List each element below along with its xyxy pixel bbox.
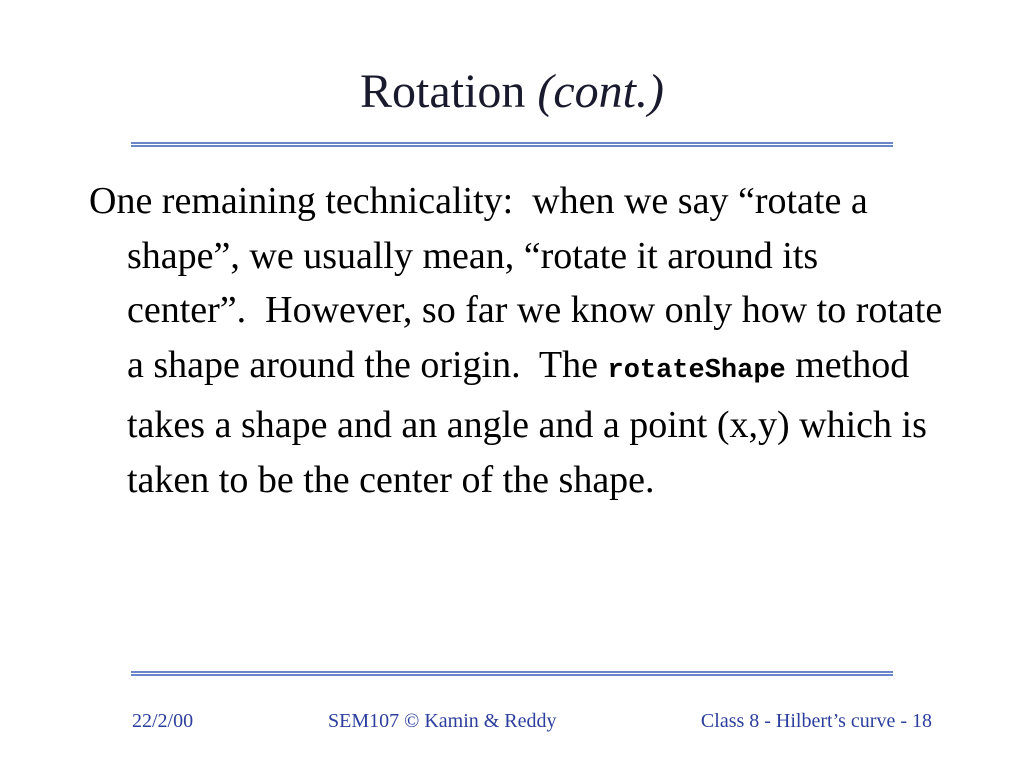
bottom-divider	[131, 671, 893, 676]
body-text-before-code: One remaining technicality: when we say “rotate a shape”, we usually mean, “rotate it around its center”. However, so far we know only how to rotate a shape around the origin. The	[89, 180, 943, 386]
slide-title-main: Rotation	[360, 65, 526, 118]
body-code-rotateshape: rotateShape	[607, 355, 786, 386]
top-divider	[131, 142, 893, 147]
slide-body-paragraph	[89, 174, 949, 507]
footer-slide-number: Class 8 - Hilbert’s curve - 18	[700, 710, 932, 732]
slide-title	[0, 64, 1024, 120]
slide-title-emphasis: (cont.)	[537, 65, 664, 118]
body-text-after-code: method takes a shape and an angle and a point (x,y) which is taken to be the center of the shape.	[127, 343, 927, 501]
footer-course-credit: SEM107 © Kamin & Reddy	[328, 710, 557, 732]
footer-date: 22/2/00	[132, 710, 194, 732]
